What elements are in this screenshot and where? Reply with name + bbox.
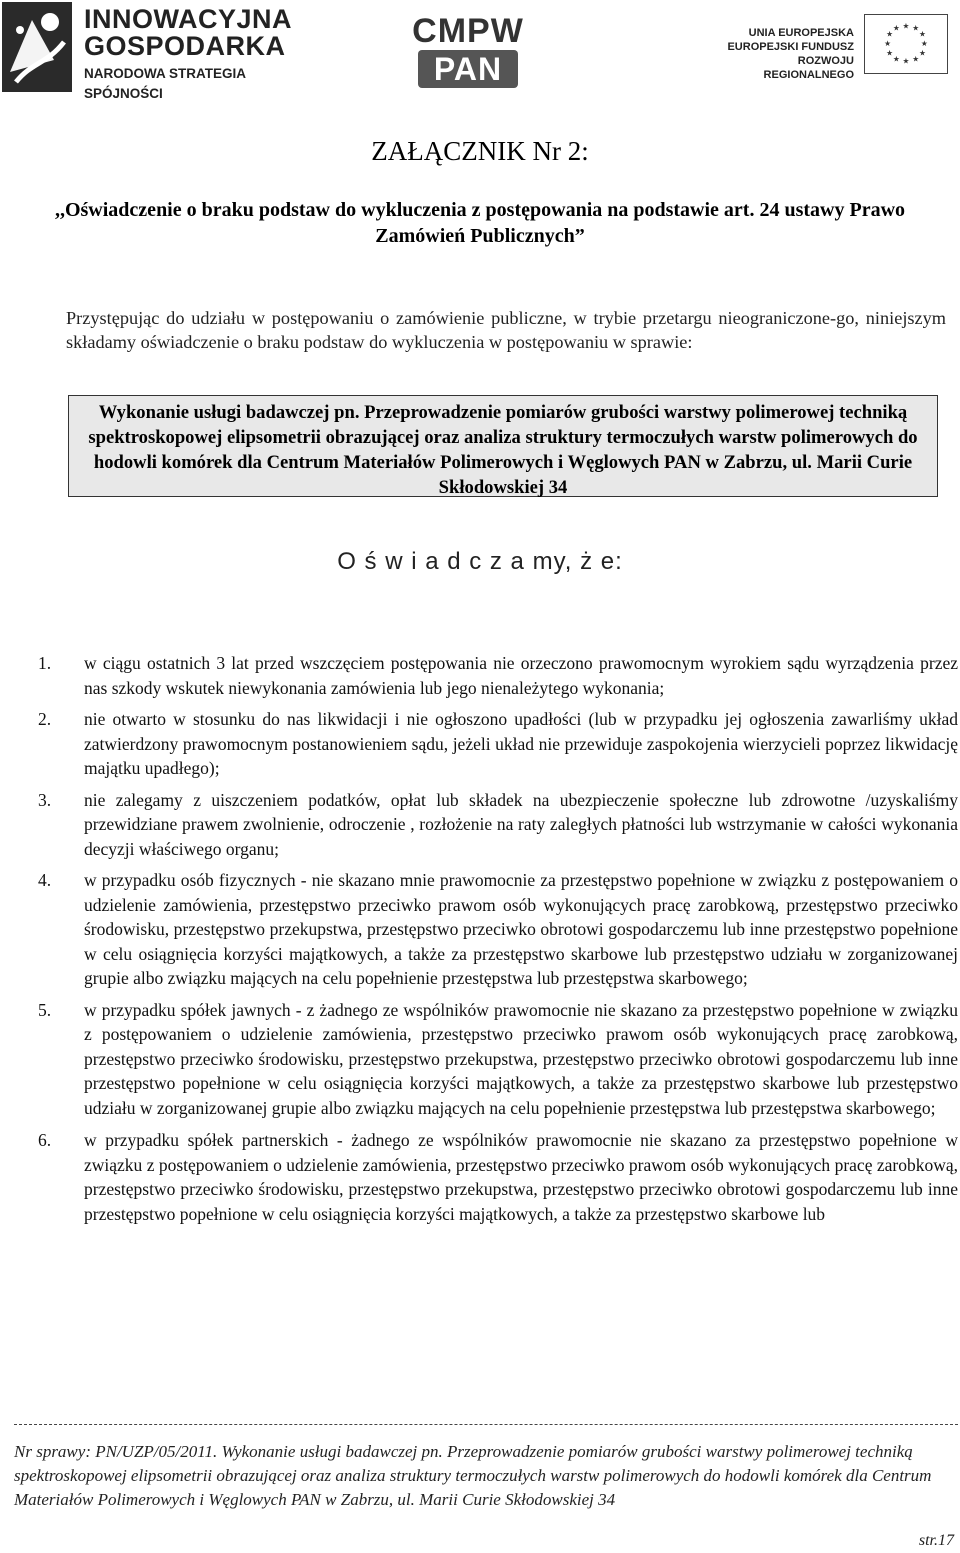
- list-item-number: 3.: [38, 789, 52, 810]
- eu-logo: [712, 21, 952, 84]
- eu-flag-icon: [864, 14, 948, 74]
- svg-text:★: ★: [920, 38, 928, 48]
- list-item: [38, 1128, 960, 1226]
- list-item-number: 1.: [38, 653, 52, 673]
- subject-box: Wykonanie usługi badawczej pn. Przeprowadzenie pomiarów grubości warstwy polimerowej techniką spektroskopowej elipsometrii obrazującej oraz analiza struktury termoczułych warstw polimerowych do hodowli komórek dla Centrum Materiałów Polimerowych i Węglowych PAN w Zabrzu, ul. Marii Curie Skłodowskiej 34: [68, 395, 938, 497]
- list-item: [38, 998, 960, 1121]
- list-item: [38, 788, 960, 862]
- svg-text:★: ★: [886, 48, 894, 58]
- svg-text:★: ★: [912, 54, 920, 64]
- list-item-number: 6.: [38, 1130, 52, 1150]
- list-item: [38, 707, 960, 781]
- logo-left-line1: INNOWACYJNA: [84, 4, 293, 34]
- list-item-text: w przypadku osób fizycznych - nie skazano mnie prawomocnie za przestępstwo popełnione w związku z postępowaniem o udzielenie zamówienia, przestępstwo przeciwko prawom osób wykonujących pracę zarobkową, przestępstwo przeciwko środowisku, przestępstwo przekupstwa, przestępstwo przeciwko obrotowi gospodarczemu lub inne przestępstwo popełnione w celu osiągnięcia korzyści majątkowych, a także za przestępstwo skarbowe lub przestępstwo udziału w zorganizowanej grupie albo związku mających na celu popełnienie przestępstwa lub przestępstwa skarbowego;: [84, 870, 958, 988]
- list-item-number: 4.: [38, 870, 52, 890]
- declaration-heading: O ś w i a d c z a my, ż e:: [337, 548, 623, 575]
- list-item-text: nie otwarto w stosunku do nas likwidacji i nie ogłoszono upadłości (lub w przypadku jej ogłoszenia zawarliśmy układ zatwierdzony prawomocnym postanowieniem sądu, jeżeli układ nie przewiduje zaspokojenia wierzycieli poprzez likwidację majątku upadłego);: [84, 709, 958, 778]
- svg-text:★: ★: [912, 23, 920, 33]
- logo-right-line3: ROZWOJU REGIONALNEGO: [763, 55, 854, 81]
- list-item-number: 2.: [38, 709, 52, 729]
- svg-text:★: ★: [902, 21, 910, 31]
- document-title: ZAŁĄCZNIK Nr 2:: [371, 136, 589, 166]
- logo-right-line2: EUROPEJSKI FUNDUSZ: [727, 41, 854, 53]
- cmpw-pan-logo: [402, 14, 534, 94]
- header-logos: [0, 0, 960, 100]
- innowacyjna-gospodarka-mark-icon: [2, 2, 72, 92]
- logo-center-top: CMPW: [412, 12, 524, 50]
- list-item-text: w przypadku spółek partnerskich - żadnego ze wspólników prawomocnie nie skazano za przestępstwo popełnione w związku z postępowaniem o udzielenie zamówienia, przestępstwo przeciwko prawom osób wykonujących pracę zarobkową, przestępstwo przeciwko środowisku, przestępstwo przekupstwa, przestępstwo przeciwko obrotowi gospodarczemu lub inne przestępstwo popełnione w celu osiągnięcia korzyści majątkowych, a także za przestępstwo skarbowe lub: [84, 1130, 958, 1224]
- logo-left-line3: NARODOWA STRATEGIA SPÓJNOŚCI: [84, 66, 246, 101]
- footer-divider: [14, 1424, 958, 1425]
- list-item-number: 5.: [38, 999, 52, 1020]
- list-item-text: w ciągu ostatnich 3 lat przed wszczęciem postępowania nie orzeczono prawomocnym wyrokiem sądu wyrządzenia przez nas szkody wskutek niewykonania zamówienia lub jego nienależytego wykonania;: [84, 653, 958, 698]
- list-item-text: w przypadku spółek jawnych - z żadnego ze wspólników prawomocnie nie skazano za przestępstwo popełnione w związku z postępowaniem o udzielenie zamówienia, przestępstwo przeciwko prawom osób wykonujących pracę zarobkową, przestępstwo przeciwko środowisku, przestępstwo przekupstwa, przestępstwo przeciwko obrotowi gospodarczemu lub inne przestępstwo popełnione w celu osiągnięcia korzyści majątkowych, a także za przestępstwo skarbowe lub przestępstwo udziału w zorganizowanej grupie albo związku mających na celu popełnienie przestępstwa lub przestępstwa skarbowego;: [84, 999, 958, 1118]
- svg-text:★: ★: [892, 54, 900, 64]
- page-number: str.17: [918, 1532, 954, 1549]
- svg-text:★: ★: [902, 56, 910, 66]
- svg-text:★: ★: [892, 23, 900, 33]
- svg-text:★: ★: [918, 48, 926, 58]
- logo-right-line1: UNIA EUROPEJSKA: [748, 27, 854, 39]
- innowacyjna-gospodarka-logo: [2, 2, 302, 101]
- intro-paragraph: Przystępując do udziału w postępowaniu o zamówienie publiczne, w trybie przetargu nieograniczone-go, niniejszym składamy oświadczenie o braku podstaw do wykluczenia w postępowaniu w sprawie:: [66, 308, 946, 352]
- list-item: [38, 868, 960, 991]
- document-subtitle: ,,Oświadczenie o braku podstaw do wykluczenia z postępowania na podstawie art. 24 ustawy Prawo Zamówień Publicznych”: [54, 199, 906, 247]
- declaration-list: [38, 651, 960, 1226]
- svg-text:★: ★: [918, 29, 926, 39]
- logo-center-bottom: PAN: [418, 50, 518, 88]
- footer-case-reference: Nr sprawy: PN/UZP/05/2011. Wykonanie usługi badawczej pn. Przeprowadzenie pomiarów grubości warstwy polimerowej techniką spektroskopowej elipsometrii obrazującej oraz analiza struktury termoczułych warstw polimerowych do hodowli komórek dla Centrum Materiałów Polimerowych i Węglowych PAN w Zabrzu, ul. Marii Curie Skłodowskiej 34: [14, 1442, 932, 1509]
- logo-left-line2: GOSPODARKA: [84, 31, 286, 61]
- list-item: [38, 651, 960, 700]
- svg-text:★: ★: [886, 29, 894, 39]
- list-item-text: nie zalegamy z uiszczeniem podatków, opłat lub składek na ubezpieczenie społeczne lub zdrowotne /uzyskaliśmy przewidziane prawem zwolnienie, odroczenie , rozłożenie na raty zaległych płatności lub wstrzymanie w całości wykonania decyzji właściwego organu;: [84, 789, 958, 859]
- svg-text:★: ★: [884, 38, 892, 48]
